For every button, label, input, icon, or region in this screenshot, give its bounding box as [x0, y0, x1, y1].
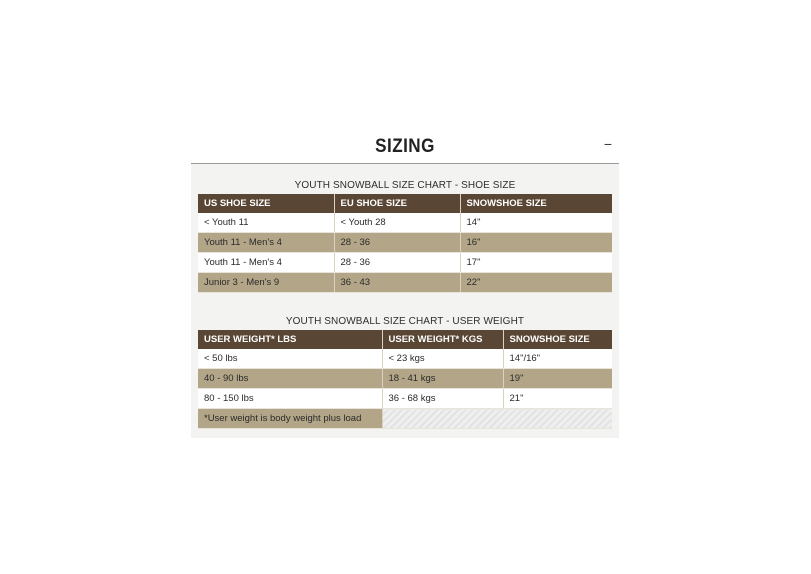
table-row	[198, 369, 612, 389]
footnote: *User weight is body weight plus load	[198, 409, 382, 429]
table-cell: 28 - 36	[334, 253, 460, 273]
table-cell: < 23 kgs	[382, 349, 503, 369]
shoe-size-table	[198, 194, 612, 293]
sizing-header[interactable]	[191, 126, 619, 164]
collapse-icon[interactable]: −	[603, 136, 612, 152]
column-header: SNOWSHOE SIZE	[460, 194, 612, 213]
table-cell: < 50 lbs	[198, 349, 382, 369]
table-cell: 80 - 150 lbs	[198, 389, 382, 409]
table-cell: 40 - 90 lbs	[198, 369, 382, 389]
table-cell: < Youth 28	[334, 213, 460, 233]
table-row	[198, 273, 612, 293]
table-header-row	[198, 194, 612, 213]
column-header: EU SHOE SIZE	[334, 194, 460, 213]
table-cell: 16"	[460, 233, 612, 253]
table-row	[198, 253, 612, 273]
sizing-panel	[191, 126, 619, 438]
table-cell: Youth 11 - Men's 4	[198, 253, 334, 273]
table-cell: < Youth 11	[198, 213, 334, 233]
column-header: USER WEIGHT* LBS	[198, 330, 382, 349]
table-row	[198, 389, 612, 409]
column-header: US SHOE SIZE	[198, 194, 334, 213]
shoe-table-caption: YOUTH SNOWBALL SIZE CHART - SHOE SIZE	[294, 180, 516, 191]
table-row	[198, 349, 612, 369]
table-header-row	[198, 330, 612, 349]
table-cell: 17"	[460, 253, 612, 273]
table-cell: 28 - 36	[334, 233, 460, 253]
table-row	[198, 213, 612, 233]
weight-table-caption: YOUTH SNOWBALL SIZE CHART - USER WEIGHT	[285, 316, 525, 327]
table-cell: 36 - 68 kgs	[382, 389, 503, 409]
table-cell: 36 - 43	[334, 273, 460, 293]
table-cell: 14"	[460, 213, 612, 233]
user-weight-table	[198, 330, 612, 429]
table-cell: Youth 11 - Men's 4	[198, 233, 334, 253]
table-cell: 14"/16"	[503, 349, 612, 369]
table-cell: 22"	[460, 273, 612, 293]
table-cell: 18 - 41 kgs	[382, 369, 503, 389]
column-header: USER WEIGHT* KGS	[382, 330, 503, 349]
table-cell: Junior 3 - Men's 9	[198, 273, 334, 293]
section-title: SIZING	[375, 136, 435, 157]
table-cell: 21"	[503, 389, 612, 409]
column-header: SNOWSHOE SIZE	[503, 330, 612, 349]
hatched-filler	[382, 409, 612, 429]
table-cell: 19"	[503, 369, 612, 389]
table-row	[198, 233, 612, 253]
footnote-row	[198, 409, 612, 429]
